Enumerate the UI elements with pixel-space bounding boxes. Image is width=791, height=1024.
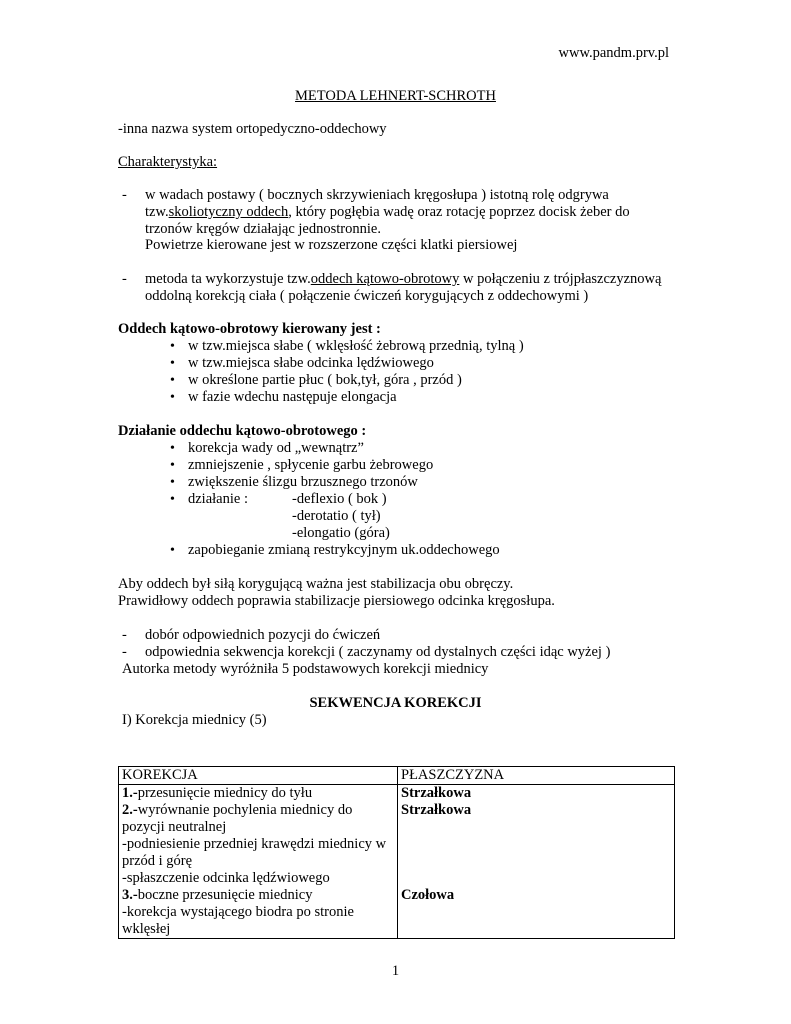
plane-value: Strzałkowa	[401, 802, 472, 818]
table-line	[122, 802, 394, 819]
table-line	[122, 785, 394, 802]
bullet-icon: •	[170, 543, 175, 558]
section2-item-3: zwiększenie ślizgu brzusznego trzonów	[188, 474, 418, 490]
para1-dash: -	[122, 187, 127, 203]
bullet-icon: •	[170, 356, 175, 371]
section1-item-3: w określone partie płuc ( bok,tył, góra , przód )	[188, 372, 462, 388]
sequence-heading: SEKWENCJA KOREKCJI	[309, 695, 482, 711]
bullet-icon: •	[170, 339, 175, 354]
table-row	[119, 785, 675, 939]
plaszczyzna-cell	[398, 785, 675, 939]
step-number: 1.-	[122, 785, 138, 801]
subsection-title: I) Korekcja miednicy (5)	[122, 712, 267, 728]
para1-line2-post: , który pogłębia wadę oraz rotację poprzez docisk żeber do	[288, 204, 630, 220]
section1-item-2: w tzw.miejsca słabe odcinka lędźwiowego	[188, 355, 434, 371]
header-url: www.pandm.prv.pl	[558, 45, 669, 61]
step-number: 3.-	[122, 887, 138, 903]
skoliotyczny-oddech-term: skoliotyczny oddech	[168, 204, 289, 220]
step-text: przesunięcie miednicy do tyłu	[137, 785, 313, 801]
table-line: pozycji neutralnej	[122, 819, 227, 835]
bullet-icon: •	[170, 441, 175, 456]
section2-item-1: korekcja wady od „wewnątrz”	[188, 440, 364, 456]
step-number: 2.-	[122, 802, 138, 818]
para2-line1	[145, 271, 661, 288]
table-line: przód i górę	[122, 853, 193, 869]
para1-line4: Powietrze kierowane jest w rozszerzone części klatki piersiowej	[145, 237, 518, 253]
plane-spacer	[401, 836, 671, 853]
section2-heading: Działanie oddechu kątowo-obrotowego :	[118, 423, 367, 439]
bullet-icon: •	[170, 492, 175, 507]
table-line: -podniesienie przedniej krawędzi miednicy w	[122, 836, 387, 852]
para1-line1: w wadach postawy ( bocznych skrzywieniach kręgosłupa ) istotną rolę odgrywa	[145, 187, 609, 203]
section2-subitem-2: -derotatio ( tył)	[292, 508, 381, 524]
list3-dash: -	[122, 644, 127, 660]
oddech-katowo-obrotowy-term: oddech kątowo-obrotowy	[310, 271, 460, 287]
table-line: -spłaszczenie odcinka lędźwiowego	[122, 870, 330, 886]
list3-note: Autorka metody wyróżniła 5 podstawowych korekcji miednicy	[122, 661, 489, 677]
section1-heading: Oddech kątowo-obrotowy kierowany jest :	[118, 321, 381, 337]
table-header-row	[119, 767, 675, 785]
korekcja-cell	[119, 785, 398, 939]
para1-line2-pre: tzw.	[145, 204, 169, 220]
bullet-icon: •	[170, 390, 175, 405]
para1-line2	[145, 204, 630, 221]
para2-dash: -	[122, 271, 127, 287]
bullet-icon: •	[170, 475, 175, 490]
step-text: boczne przesunięcie miednicy	[137, 887, 313, 903]
table-line: -korekcja wystającego biodra po stronie	[122, 904, 354, 920]
page-number: 1	[391, 963, 400, 979]
plane-value: Strzałkowa	[401, 785, 472, 801]
list3-item-1: dobór odpowiednich pozycji do ćwiczeń	[145, 627, 381, 643]
table-header-korekcja: KOREKCJA	[119, 767, 398, 785]
section2-subitem-1: -deflexio ( bok )	[292, 491, 387, 507]
para3-line1: Aby oddech był siłą korygującą ważna jest stabilizacja obu obręczy.	[118, 576, 514, 592]
para2-line1-post: w połączeniu z trójpłaszczyznową	[459, 271, 662, 287]
page-title: METODA LEHNERT-SCHROTH	[295, 88, 496, 104]
list3-dash: -	[122, 627, 127, 643]
plane-spacer	[401, 870, 671, 887]
para3-line2: Prawidłowy oddech poprawia stabilizacje piersiowego odcinka kręgosłupa.	[118, 593, 555, 609]
section1-item-4: w fazie wdechu następuje elongacja	[188, 389, 397, 405]
section2-item-4: działanie :	[188, 491, 248, 507]
para1-line3: trzonów kręgów działając jednostronnie.	[145, 221, 381, 237]
step-text: wyrównanie pochylenia miednicy do	[137, 802, 353, 818]
characteristics-heading: Charakterystyka:	[118, 154, 218, 170]
alt-name: -inna nazwa system ortopedyczno-oddechowy	[118, 121, 387, 137]
section1-item-1: w tzw.miejsca słabe ( wklęsłość żebrową przednią, tylną )	[188, 338, 524, 354]
plane-value: Czołowa	[401, 887, 455, 903]
table-line: wklęsłej	[122, 921, 171, 937]
table-line	[122, 887, 394, 904]
list3-item-2: odpowiednia sekwencja korekcji ( zaczynamy od dystalnych części idąc wyżej )	[145, 644, 611, 660]
section2-subitem-3: -elongatio (góra)	[292, 525, 390, 541]
korekcja-table	[118, 766, 675, 939]
para2-line1-pre: metoda ta wykorzystuje tzw.	[145, 271, 311, 287]
bullet-icon: •	[170, 373, 175, 388]
table-header-plaszczyzna: PŁASZCZYZNA	[398, 767, 675, 785]
bullet-icon: •	[170, 458, 175, 473]
section2-item-2: zmniejszenie , spłycenie garbu żebrowego	[188, 457, 434, 473]
section2-item-5: zapobieganie zmianą restrykcyjnym uk.oddechowego	[188, 542, 500, 558]
plane-spacer	[401, 853, 671, 870]
plane-spacer	[401, 819, 671, 836]
para2-line2: oddolną korekcją ciała ( połączenie ćwiczeń korygujących z oddechowymi )	[145, 288, 589, 304]
